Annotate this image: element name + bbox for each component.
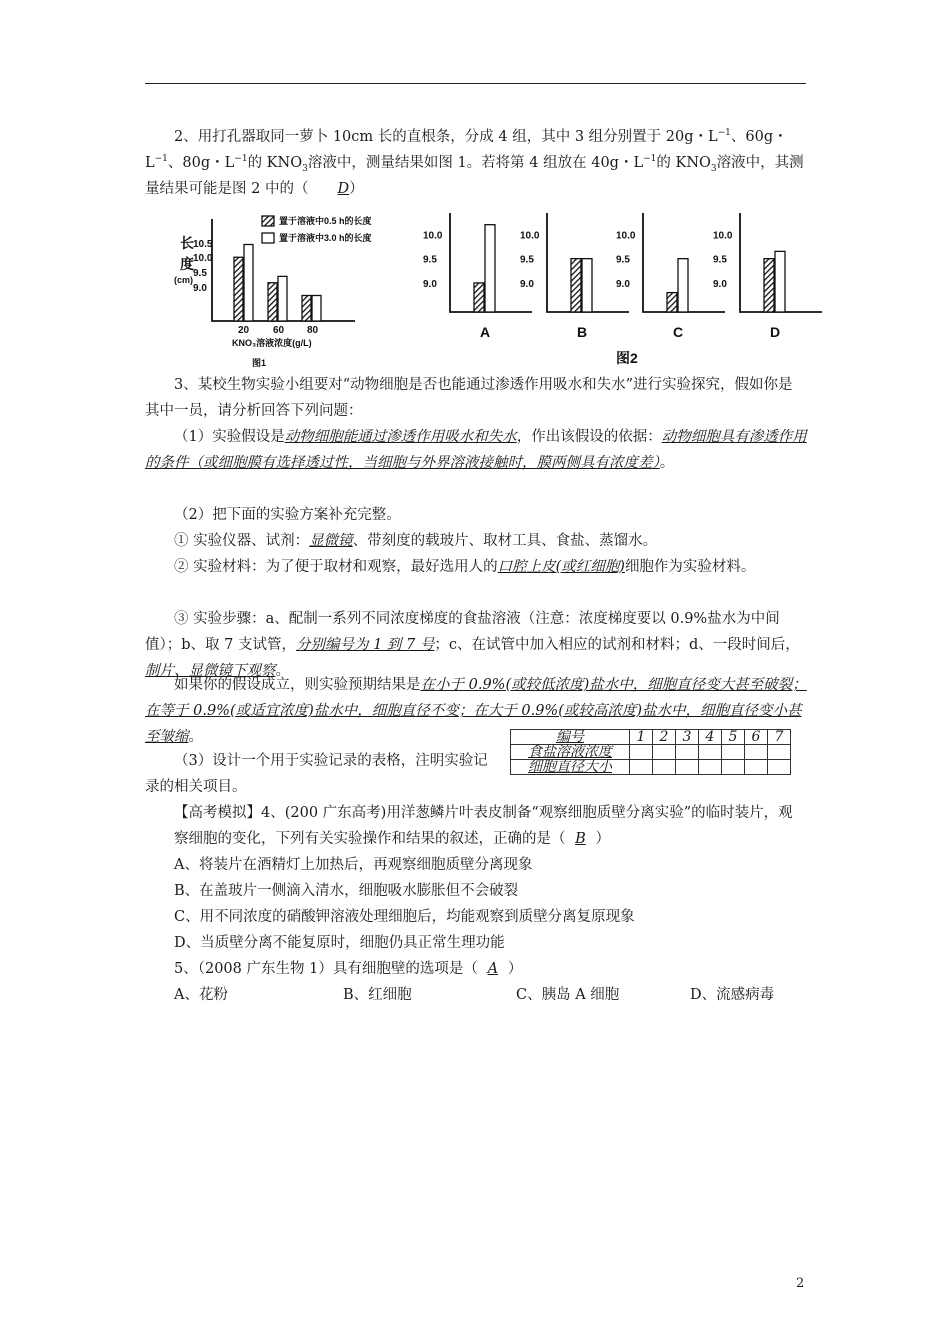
q3-numbering-answer: 分别编号为 1 到 7 号 (295, 637, 435, 653)
fig2-ytick: 9.5 (616, 254, 630, 266)
table-number: 6 (745, 730, 768, 745)
q5-answer: A (487, 961, 499, 977)
figures-svg (160, 205, 850, 375)
fig2-bar-C-3.0h (678, 259, 688, 312)
question-3-intro: 3、某校生物实验小组要对“动物细胞是否也能通过渗透作用吸水和失水”进行实验探究，假如你是其中一员，请分析回答下列问题： (145, 377, 793, 419)
fig2-label-C: C (673, 324, 684, 340)
fig2-ytick: 9.5 (713, 254, 727, 266)
legend-hatched-label: 置于溶液中0.5 h的长度 (279, 216, 372, 226)
fig1-ytick: 10.5 (193, 239, 213, 250)
fig1-ytick: 9.0 (193, 283, 207, 294)
table-head-label: 编号 (511, 730, 630, 745)
fig2-bar-A-0.5h (474, 283, 484, 312)
fig2-ytick: 9.0 (423, 278, 437, 290)
table-number: 1 (630, 730, 653, 745)
q3-material-answer: 口腔上皮(或红细胞) (497, 559, 625, 575)
fig2-label-A: A (480, 324, 491, 340)
fig1-ylabel-2: 度 (180, 256, 194, 272)
figure-1 (174, 215, 372, 368)
fig2-panels (423, 213, 822, 340)
q3-expected-result: 如果你的假设成立，则实验预期结果是在小于 0.9%(或较低浓度)盐水中，细胞直径变大甚至破裂；在等于 0.9%(或适宜浓度)盐水中，细胞直径不变；在大于 0.9%(或较高浓度)盐水中，细胞直径变小甚至皱缩。 (145, 677, 807, 745)
fig1-bar-60-0.5h (268, 283, 277, 321)
q3-instrument-answer: 显微镜 (309, 533, 353, 549)
fig1-caption: 图1 (252, 358, 267, 368)
page-number: 2 (796, 1276, 805, 1291)
fig2-bar-D-3.0h (775, 251, 785, 312)
question-2: 2、用打孔器取同一萝卜 10cm 长的直根条，分成 4 组，其中 3 组分别置于 20g・$L^{-1}$、60g・$L^{-1}$、80g・$L^{-1}$的 $KNO_3$溶液中，测量结果如图 1。若将第 4 组放在 40g・$L^{-1}$的 $KNO_3$溶液中，其测量结果可能是图 2 中的（ D） (145, 124, 807, 202)
fig1-ylabel-1: 长 (180, 235, 194, 251)
fig2-bar-D-0.5h (764, 259, 774, 312)
q3-step3: ③ 实验步骤：a、配制一系列不同浓度梯度的食盐溶液（注意：浓度梯度要以 0.9%盐水为中间值）；b、取 7 支试管，分别编号为 1 到 7 号；c、在试管中加入相应的试剂和材料；d、一段时间后，制片、显微镜下观察。 (145, 611, 800, 679)
q3-part2: （2）把下面的实验方案补充完整。 (174, 507, 401, 523)
fig1-bar-20-3.0h (244, 245, 253, 322)
fig2-ytick: 10.0 (520, 230, 540, 242)
fig2-ytick: 10.0 (423, 230, 443, 242)
fig2-bar-A-3.0h (485, 225, 495, 312)
q3-result-answer: 在小于 0.9%(或较低浓度)盐水中，细胞直径变大甚至破裂；在等于 0.9%(或适宜浓度)盐水中，细胞直径不变；在大于 0.9%(或较高浓度)盐水中，细胞直径变小甚至皱缩 (145, 677, 807, 745)
table-number: 2 (653, 730, 676, 745)
table-number: 4 (699, 730, 722, 745)
table-number: 3 (676, 730, 699, 745)
fig1-bar-60-3.0h (278, 276, 287, 321)
table-row (511, 745, 791, 760)
fig2-label-D: D (770, 324, 781, 340)
legend-white-swatch (262, 233, 274, 243)
table-row (511, 730, 791, 745)
figures (160, 205, 850, 375)
question-4: 【高考模拟】4、(200 广东高考)用洋葱鳞片叶表皮制备“观察细胞质壁分离实验”的临时装片，观察细胞的变化，下列有关实验操作和结果的叙述，正确的是（ B ） (174, 800, 807, 852)
q4-option-a: A、将装片在酒精灯上加热后，再观察细胞质壁分离现象 (174, 857, 533, 873)
fig1-xtick: 20 (238, 325, 250, 336)
table-row-label: 细胞直径大小 (511, 760, 630, 775)
fig1-xtick: 80 (307, 325, 319, 336)
fig2-panel-A (423, 213, 532, 340)
fig2-ytick: 9.0 (713, 278, 727, 290)
fig2-panel-C (616, 213, 725, 340)
fig2-caption: 图2 (616, 350, 638, 366)
q3-observe-answer: 制片、显微镜下观察 (145, 663, 276, 679)
fig2-ytick: 9.0 (616, 278, 630, 290)
q3-step2: ② 实验材料：为了便于取材和观察，最好选用人的口腔上皮(或红细胞)细胞作为实验材料。 (174, 559, 756, 575)
q2-answer: D (337, 181, 350, 197)
fig2-panel-B (520, 213, 629, 340)
fig1-ytick: 9.5 (193, 268, 207, 279)
fig2-ytick: 9.5 (423, 254, 437, 266)
fig2-panel-D (713, 213, 822, 340)
fig1-bars (234, 245, 321, 322)
fig2-label-B: B (577, 324, 588, 340)
fig1-xtick: 60 (273, 325, 285, 336)
q5-option-d: D、流感病毒 (690, 987, 775, 1003)
q5-option-c: C、胰岛 A 细胞 (516, 987, 620, 1003)
fig2-bar-B-3.0h (582, 259, 592, 312)
fig2-ytick: 9.5 (520, 254, 534, 266)
fig1-xlabel: KNO₃溶液浓度(g/L) (232, 338, 312, 348)
q5-option-a: A、花粉 (174, 987, 228, 1003)
fig1-bar-20-0.5h (234, 257, 243, 321)
figure-2 (423, 213, 822, 366)
fig2-bar-C-0.5h (667, 293, 677, 312)
fig1-bar-80-0.5h (302, 296, 311, 322)
q3-part3: （3）设计一个用于实验记录的表格，注明实验记录的相关项目。 (145, 753, 488, 795)
fig1-bar-80-3.0h (312, 296, 321, 322)
q4-option-b: B、在盖玻片一侧滴入清水，细胞吸水膨胀但不会破裂 (174, 883, 519, 899)
legend-hatched-swatch (262, 216, 274, 226)
table-row-label: 食盐溶液浓度 (511, 745, 630, 760)
fig2-bar-B-0.5h (571, 259, 581, 312)
legend-white-label: 置于溶液中3.0 h的长度 (279, 233, 372, 243)
q4-option-c: C、用不同浓度的硝酸钾溶液处理细胞后，均能观察到质壁分离复原现象 (174, 909, 635, 925)
fig2-ytick: 10.0 (713, 230, 733, 242)
q3-step1: ① 实验仪器、试剂：显微镜、带刻度的载玻片、取材工具、食盐、蒸馏水。 (174, 533, 658, 549)
fig1-ylabel-unit: (cm) (174, 275, 194, 285)
table-row (511, 760, 791, 775)
q3-basis-answer: 动物细胞具有渗透作用的条件（或细胞膜有选择透过性，当细胞与外界溶液接触时，膜两侧具有浓度差） (145, 429, 807, 471)
record-table (510, 729, 791, 775)
q4-option-d: D、当质壁分离不能复原时，细胞仍具正常生理功能 (174, 935, 505, 951)
table-number: 5 (722, 730, 745, 745)
table-number: 7 (768, 730, 791, 745)
q5-option-b: B、红细胞 (343, 987, 412, 1003)
question-5: 5、（2008 广东生物 1）具有细胞壁的选项是（ A ） (174, 956, 807, 982)
q3-hypothesis-answer: 动物细胞能通过渗透作用吸水和失水 (284, 429, 517, 445)
header-rule (145, 83, 806, 84)
q3-part1: （1）实验假设是动物细胞能通过渗透作用吸水和失水，作出该假设的依据：动物细胞具有渗透作用的条件（或细胞膜有选择透过性，当细胞与外界溶液接触时，膜两侧具有浓度差）。 (145, 429, 807, 471)
fig1-ytick: 10.0 (193, 253, 213, 264)
fig2-ytick: 9.0 (520, 278, 534, 290)
fig2-ytick: 10.0 (616, 230, 636, 242)
q4-answer: B (575, 831, 586, 847)
